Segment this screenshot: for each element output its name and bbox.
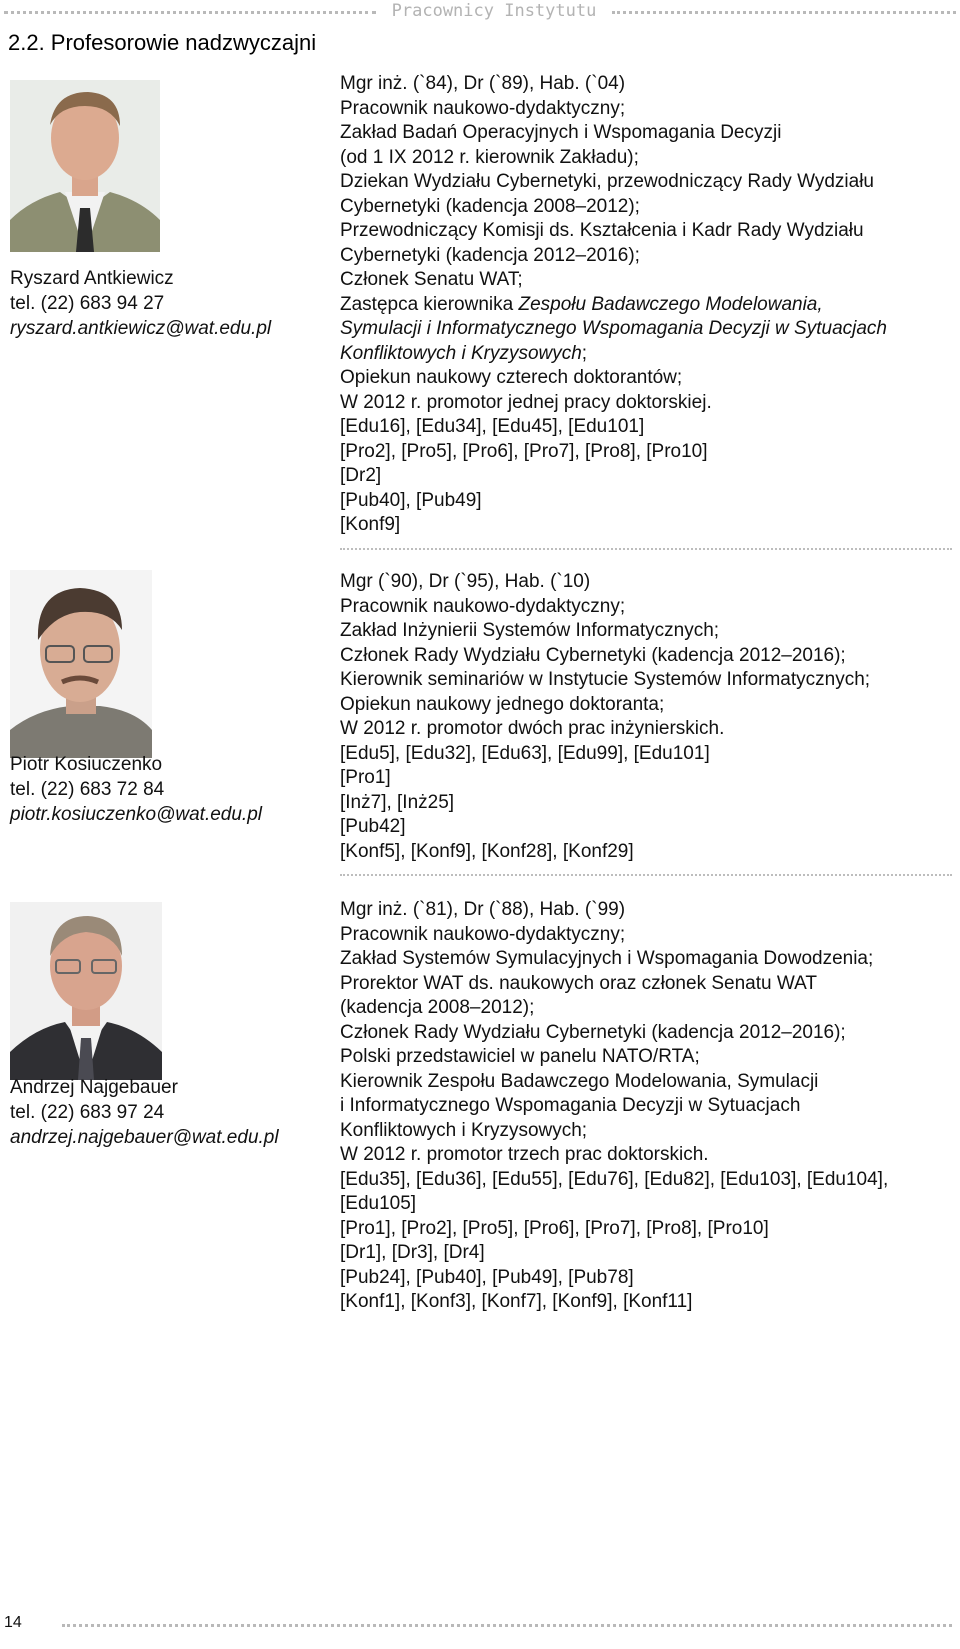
desc-line: Symulacji i Informatycznego Wspomagania Decyzji w Sytuacjach [340,318,887,339]
desc-line: Kierownik Zespołu Badawczego Modelowania, Symulacji [340,1070,819,1092]
person-name: Ryszard Antkiewicz [10,268,174,289]
desc-line: [Pro2], [Pro5], [Pro6], [Pro7], [Pro8], [Pro10] [340,440,708,462]
person-email[interactable]: ryszard.antkiewicz@wat.edu.pl [10,318,272,339]
desc-line: W 2012 r. promotor trzech prac doktorskich. [340,1144,709,1165]
desc-line: Prorektor WAT ds. naukowych oraz członek Senatu WAT [340,972,817,994]
photo-andrzej-najgebauer [10,902,162,1080]
desc-line: [Edu105] [340,1193,417,1214]
photo-ryszard-antkiewicz [10,80,160,252]
photo-piotr-kosiuczenko [10,570,152,758]
desc-line: Członek Senatu WAT; [340,269,523,290]
desc-line: W 2012 r. promotor jednej pracy doktorskiej. [340,391,712,413]
desc-line: [Edu5], [Edu32], [Edu63], [Edu99], [Edu101] [340,742,710,764]
desc-italic: Zespołu Badawczego Modelowania, [518,293,823,315]
desc-line: Pracownik naukowo-dydaktyczny; [340,923,626,945]
desc-line: [Konf5], [Konf9], [Konf28], [Konf29] [340,840,634,862]
header-title: Pracownicy Instytutu [378,0,610,22]
desc-line: [Konf9] [340,514,401,535]
running-header [0,0,960,24]
person-email[interactable]: andrzej.najgebauer@wat.edu.pl [10,1127,279,1148]
desc-line: Konfliktowych i Kryzysowych; [340,342,588,364]
desc-line: [Pro1], [Pro2], [Pro5], [Pro6], [Pro7], [Pro8], [Pro10] [340,1217,769,1239]
desc-line: [Konf1], [Konf3], [Konf7], [Konf9], [Konf11] [340,1291,693,1312]
desc-line: Pracownik naukowo-dydaktyczny; [340,97,626,119]
desc-line: Członek Rady Wydziału Cybernetyki (kadencja 2012–2016); [340,1021,846,1043]
person-phone: tel. (22) 683 72 84 [10,779,165,800]
page-number: 14 [4,1614,22,1631]
desc-line: Konfliktowych i Kryzysowych; [340,1119,588,1141]
person-description-andrzej-najgebauer [340,898,955,1315]
separator [340,874,952,876]
desc-line: Zakład Inżynierii Systemów Informatycznych; [340,620,720,641]
footer-dots [62,1624,952,1627]
desc-line: Mgr inż. (`84), Dr (`89), Hab. (`04) [340,73,626,94]
header-dots-left [4,11,376,14]
header-dots-right [612,11,956,14]
desc-line: Cybernetyki (kadencja 2008–2012); [340,195,640,217]
desc-line: (od 1 IX 2012 r. kierownik Zakładu); [340,146,639,168]
desc-line: [Inż7], [Inż25] [340,791,455,813]
desc-line: [Edu35], [Edu36], [Edu55], [Edu76], [Edu82], [Edu103], [Edu104], [340,1168,889,1190]
desc-line: [Edu16], [Edu34], [Edu45], [Edu101] [340,416,645,437]
person-card-andrzej-najgebauer [10,1075,279,1150]
desc-line: W 2012 r. promotor dwóch prac inżynierskich. [340,718,725,739]
desc-line: [Pub42] [340,816,406,837]
person-phone: tel. (22) 683 94 27 [10,293,165,314]
person-description-piotr-kosiuczenko [340,570,955,864]
desc-line: Zakład Badań Operacyjnych i Wspomagania Decyzji [340,122,782,143]
desc-line: [Pub40], [Pub49] [340,489,482,511]
person-email[interactable]: piotr.kosiuczenko@wat.edu.pl [10,804,262,825]
person-card-ryszard-antkiewicz [10,266,271,341]
desc-line: Cybernetyki (kadencja 2012–2016); [340,244,640,266]
desc-line: Mgr inż. (`81), Dr (`88), Hab. (`99) [340,899,626,920]
desc-line: Przewodniczący Komisji ds. Kształcenia i Kadr Rady Wydziału [340,220,864,241]
desc-line: [Pro1] [340,767,391,788]
desc-line: i Informatycznego Wspomagania Decyzji w Sytuacjach [340,1095,801,1116]
desc-line: Kierownik seminariów w Instytucie Systemów Informatycznych; [340,669,871,690]
person-card-piotr-kosiuczenko [10,752,262,827]
desc-line: Członek Rady Wydziału Cybernetyki (kadencja 2012–2016); [340,644,846,666]
section-title: 2.2. Profesorowie nadzwyczajni [8,30,317,55]
desc-line: [Pub24], [Pub40], [Pub49], [Pub78] [340,1266,634,1288]
desc-line: (kadencja 2008–2012); [340,997,535,1018]
person-description-ryszard-antkiewicz [340,72,955,538]
person-name: Piotr Kosiuczenko [10,754,163,775]
desc-line: Pracownik naukowo-dydaktyczny; [340,595,626,617]
desc-line: [Dr1], [Dr3], [Dr4] [340,1242,485,1263]
desc-line: Zakład Systemów Symulacyjnych i Wspomagania Dowodzenia; [340,948,874,969]
desc-line: Zastępca kierownika Zespołu Badawczego Modelowania, [340,293,823,315]
person-name: Andrzej Najgebauer [10,1077,178,1098]
desc-line: Dziekan Wydziału Cybernetyki, przewodniczący Rady Wydziału [340,171,874,192]
person-phone: tel. (22) 683 97 24 [10,1102,165,1123]
desc-line: Opiekun naukowy jednego doktoranta; [340,693,665,715]
desc-line: Polski przedstawiciel w panelu NATO/RTA; [340,1046,700,1067]
desc-line: Opiekun naukowy czterech doktorantów; [340,367,683,388]
desc-line: Mgr (`90), Dr (`95), Hab. (`10) [340,571,591,592]
separator [340,548,952,550]
desc-line: [Dr2] [340,465,382,486]
